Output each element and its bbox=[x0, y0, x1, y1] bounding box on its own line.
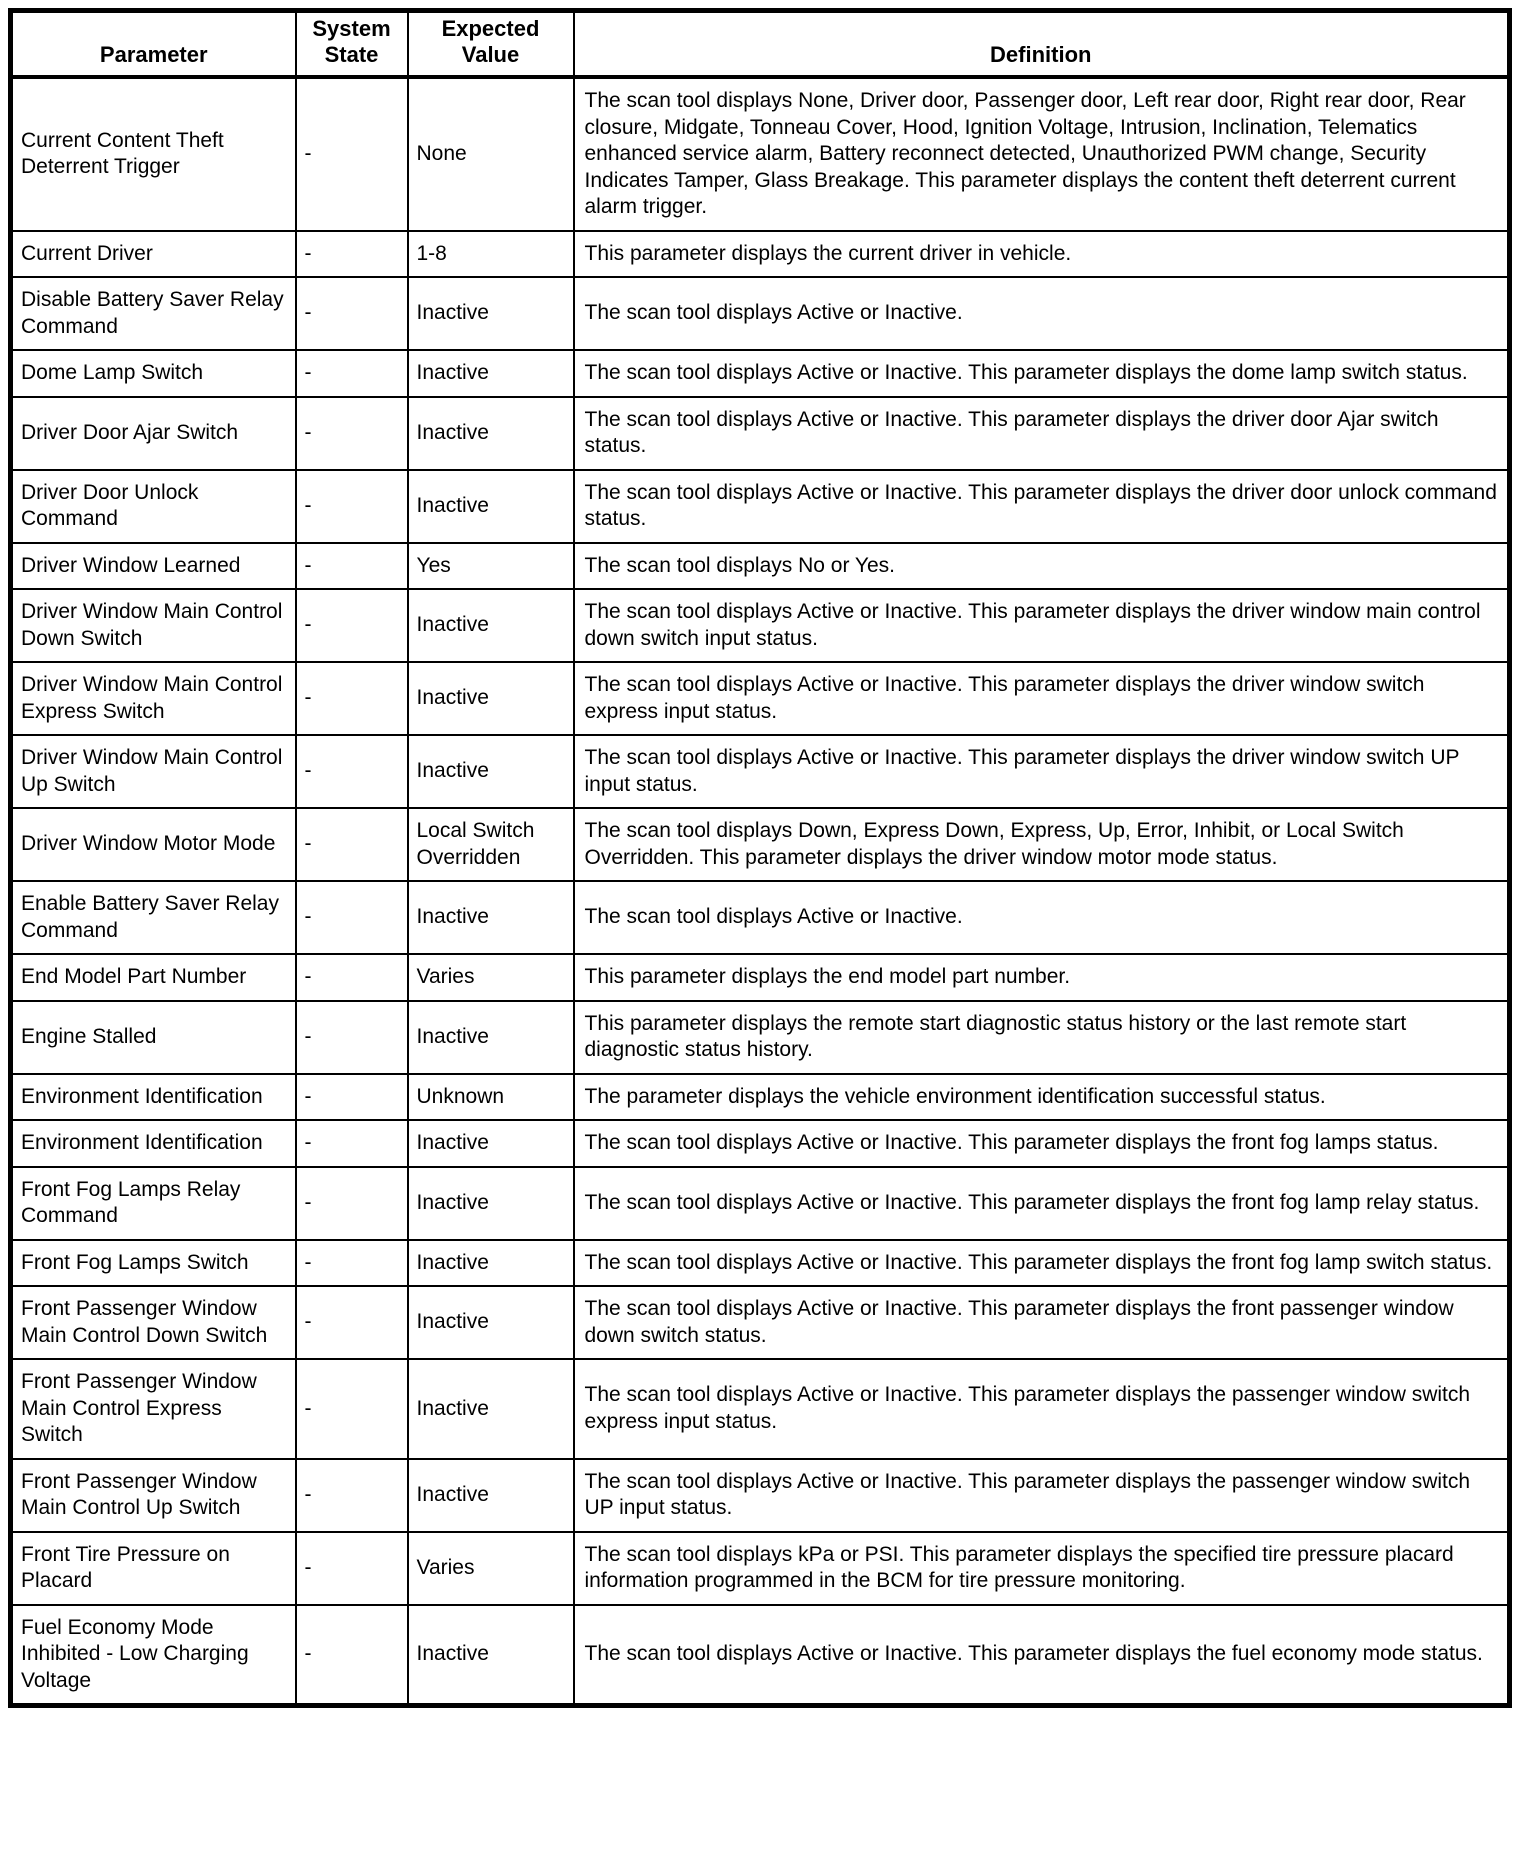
expected-value-cell: Inactive bbox=[408, 1359, 574, 1459]
scan-tool-parameter-table bbox=[8, 8, 1512, 1708]
parameter-cell: Environment Identification bbox=[11, 1120, 296, 1167]
definition-cell: The scan tool displays Active or Inactive. This parameter displays the dome lamp switch status. bbox=[574, 350, 1510, 397]
table-row bbox=[11, 1359, 1510, 1459]
definition-cell: The scan tool displays Active or Inactive. This parameter displays the front passenger window down switch status. bbox=[574, 1286, 1510, 1359]
table-row bbox=[11, 589, 1510, 662]
system-state-cell: - bbox=[296, 954, 408, 1001]
table-row bbox=[11, 1532, 1510, 1605]
expected-value-cell: Yes bbox=[408, 543, 574, 590]
parameter-cell: Current Driver bbox=[11, 231, 296, 278]
table-row bbox=[11, 470, 1510, 543]
expected-value-cell: Inactive bbox=[408, 397, 574, 470]
system-state-cell: - bbox=[296, 1359, 408, 1459]
definition-cell: The scan tool displays None, Driver door, Passenger door, Left rear door, Right rear door, Rear closure, Midgate, Tonneau Cover, Hood, Ignition Voltage, Intrusion, Inclination, Telematics enhanced service alarm, Battery reconnect detected, Unauthorized PWM change, Security Indicates Tamper, Glass Breakage. This parameter displays the content theft deterrent current alarm trigger. bbox=[574, 77, 1510, 231]
system-state-cell: - bbox=[296, 662, 408, 735]
definition-cell: This parameter displays the end model part number. bbox=[574, 954, 1510, 1001]
expected-value-cell: Inactive bbox=[408, 735, 574, 808]
system-state-cell: - bbox=[296, 277, 408, 350]
expected-value-cell: Varies bbox=[408, 954, 574, 1001]
column-header-definition: Definition bbox=[574, 11, 1510, 78]
definition-cell: This parameter displays the current driver in vehicle. bbox=[574, 231, 1510, 278]
parameter-cell: Driver Window Main Control Down Switch bbox=[11, 589, 296, 662]
table-row bbox=[11, 735, 1510, 808]
definition-cell: The scan tool displays Active or Inactive. This parameter displays the front fog lamps status. bbox=[574, 1120, 1510, 1167]
expected-value-cell: Inactive bbox=[408, 662, 574, 735]
expected-value-cell: Varies bbox=[408, 1532, 574, 1605]
parameter-cell: Engine Stalled bbox=[11, 1001, 296, 1074]
table-row bbox=[11, 808, 1510, 881]
system-state-cell: - bbox=[296, 881, 408, 954]
definition-cell: The scan tool displays kPa or PSI. This parameter displays the specified tire pressure placard information programmed in the BCM for tire pressure monitoring. bbox=[574, 1532, 1510, 1605]
system-state-cell: - bbox=[296, 1120, 408, 1167]
expected-value-cell: Inactive bbox=[408, 470, 574, 543]
parameter-cell: Front Passenger Window Main Control Express Switch bbox=[11, 1359, 296, 1459]
definition-cell: The scan tool displays Active or Inactive. This parameter displays the fuel economy mode status. bbox=[574, 1605, 1510, 1706]
table-row bbox=[11, 350, 1510, 397]
table-row bbox=[11, 662, 1510, 735]
parameter-cell: Front Fog Lamps Relay Command bbox=[11, 1167, 296, 1240]
definition-cell: The scan tool displays Active or Inactive. bbox=[574, 277, 1510, 350]
definition-cell: The scan tool displays Active or Inactive. This parameter displays the passenger window switch express input status. bbox=[574, 1359, 1510, 1459]
expected-value-cell: Inactive bbox=[408, 277, 574, 350]
parameter-cell: Driver Door Unlock Command bbox=[11, 470, 296, 543]
table-row bbox=[11, 1001, 1510, 1074]
parameter-cell: Driver Window Learned bbox=[11, 543, 296, 590]
table-row bbox=[11, 1074, 1510, 1121]
parameter-cell: End Model Part Number bbox=[11, 954, 296, 1001]
system-state-cell: - bbox=[296, 397, 408, 470]
parameter-cell: Driver Door Ajar Switch bbox=[11, 397, 296, 470]
expected-value-cell: Inactive bbox=[408, 1286, 574, 1359]
definition-cell: The parameter displays the vehicle environment identification successful status. bbox=[574, 1074, 1510, 1121]
system-state-cell: - bbox=[296, 1605, 408, 1706]
table-row bbox=[11, 277, 1510, 350]
parameter-cell: Driver Window Main Control Up Switch bbox=[11, 735, 296, 808]
parameter-cell: Enable Battery Saver Relay Command bbox=[11, 881, 296, 954]
expected-value-cell: Inactive bbox=[408, 589, 574, 662]
parameter-cell: Disable Battery Saver Relay Command bbox=[11, 277, 296, 350]
system-state-cell: - bbox=[296, 350, 408, 397]
parameter-cell: Driver Window Main Control Express Switch bbox=[11, 662, 296, 735]
parameter-cell: Front Passenger Window Main Control Down Switch bbox=[11, 1286, 296, 1359]
system-state-cell: - bbox=[296, 470, 408, 543]
expected-value-cell: 1-8 bbox=[408, 231, 574, 278]
table-row bbox=[11, 954, 1510, 1001]
definition-cell: The scan tool displays Active or Inactive. This parameter displays the driver window switch UP input status. bbox=[574, 735, 1510, 808]
parameter-cell: Fuel Economy Mode Inhibited - Low Charging Voltage bbox=[11, 1605, 296, 1706]
table-row bbox=[11, 1459, 1510, 1532]
column-header-parameter: Parameter bbox=[11, 11, 296, 78]
definition-cell: This parameter displays the remote start diagnostic status history or the last remote start diagnostic status history. bbox=[574, 1001, 1510, 1074]
header-row bbox=[11, 11, 1510, 78]
table-row bbox=[11, 397, 1510, 470]
system-state-cell: - bbox=[296, 1001, 408, 1074]
definition-cell: The scan tool displays Active or Inactive. This parameter displays the driver window switch express input status. bbox=[574, 662, 1510, 735]
expected-value-cell: Inactive bbox=[408, 1120, 574, 1167]
table-row bbox=[11, 1605, 1510, 1706]
expected-value-cell: Inactive bbox=[408, 1459, 574, 1532]
parameter-cell: Dome Lamp Switch bbox=[11, 350, 296, 397]
expected-value-cell: Inactive bbox=[408, 1240, 574, 1287]
definition-cell: The scan tool displays Down, Express Down, Express, Up, Error, Inhibit, or Local Switch Overridden. This parameter displays the driver window motor mode status. bbox=[574, 808, 1510, 881]
expected-value-cell: Local Switch Overridden bbox=[408, 808, 574, 881]
definition-cell: The scan tool displays Active or Inactive. This parameter displays the front fog lamp switch status. bbox=[574, 1240, 1510, 1287]
parameter-cell: Front Tire Pressure on Placard bbox=[11, 1532, 296, 1605]
system-state-cell: - bbox=[296, 1286, 408, 1359]
system-state-cell: - bbox=[296, 589, 408, 662]
table-row bbox=[11, 1286, 1510, 1359]
definition-cell: The scan tool displays No or Yes. bbox=[574, 543, 1510, 590]
table-row bbox=[11, 881, 1510, 954]
definition-cell: The scan tool displays Active or Inactive. This parameter displays the passenger window switch UP input status. bbox=[574, 1459, 1510, 1532]
definition-cell: The scan tool displays Active or Inactive. bbox=[574, 881, 1510, 954]
system-state-cell: - bbox=[296, 1240, 408, 1287]
expected-value-cell: Inactive bbox=[408, 1001, 574, 1074]
definition-cell: The scan tool displays Active or Inactive. This parameter displays the front fog lamp relay status. bbox=[574, 1167, 1510, 1240]
column-header-system-state: System State bbox=[296, 11, 408, 78]
expected-value-cell: Inactive bbox=[408, 1167, 574, 1240]
system-state-cell: - bbox=[296, 231, 408, 278]
table-row bbox=[11, 1120, 1510, 1167]
table-row bbox=[11, 543, 1510, 590]
table-row bbox=[11, 1167, 1510, 1240]
definition-cell: The scan tool displays Active or Inactive. This parameter displays the driver door Ajar switch status. bbox=[574, 397, 1510, 470]
system-state-cell: - bbox=[296, 1532, 408, 1605]
expected-value-cell: Inactive bbox=[408, 350, 574, 397]
system-state-cell: - bbox=[296, 543, 408, 590]
system-state-cell: - bbox=[296, 1167, 408, 1240]
definition-cell: The scan tool displays Active or Inactive. This parameter displays the driver door unlock command status. bbox=[574, 470, 1510, 543]
system-state-cell: - bbox=[296, 1459, 408, 1532]
expected-value-cell: None bbox=[408, 77, 574, 231]
system-state-cell: - bbox=[296, 735, 408, 808]
expected-value-cell: Inactive bbox=[408, 881, 574, 954]
definition-cell: The scan tool displays Active or Inactive. This parameter displays the driver window main control down switch input status. bbox=[574, 589, 1510, 662]
parameter-cell: Driver Window Motor Mode bbox=[11, 808, 296, 881]
parameter-cell: Environment Identification bbox=[11, 1074, 296, 1121]
parameter-cell: Front Fog Lamps Switch bbox=[11, 1240, 296, 1287]
parameter-cell: Front Passenger Window Main Control Up Switch bbox=[11, 1459, 296, 1532]
table-row bbox=[11, 231, 1510, 278]
system-state-cell: - bbox=[296, 808, 408, 881]
system-state-cell: - bbox=[296, 1074, 408, 1121]
table-row bbox=[11, 77, 1510, 231]
column-header-expected-value: Expected Value bbox=[408, 11, 574, 78]
expected-value-cell: Inactive bbox=[408, 1605, 574, 1706]
system-state-cell: - bbox=[296, 77, 408, 231]
expected-value-cell: Unknown bbox=[408, 1074, 574, 1121]
parameter-cell: Current Content Theft Deterrent Trigger bbox=[11, 77, 296, 231]
table-row bbox=[11, 1240, 1510, 1287]
